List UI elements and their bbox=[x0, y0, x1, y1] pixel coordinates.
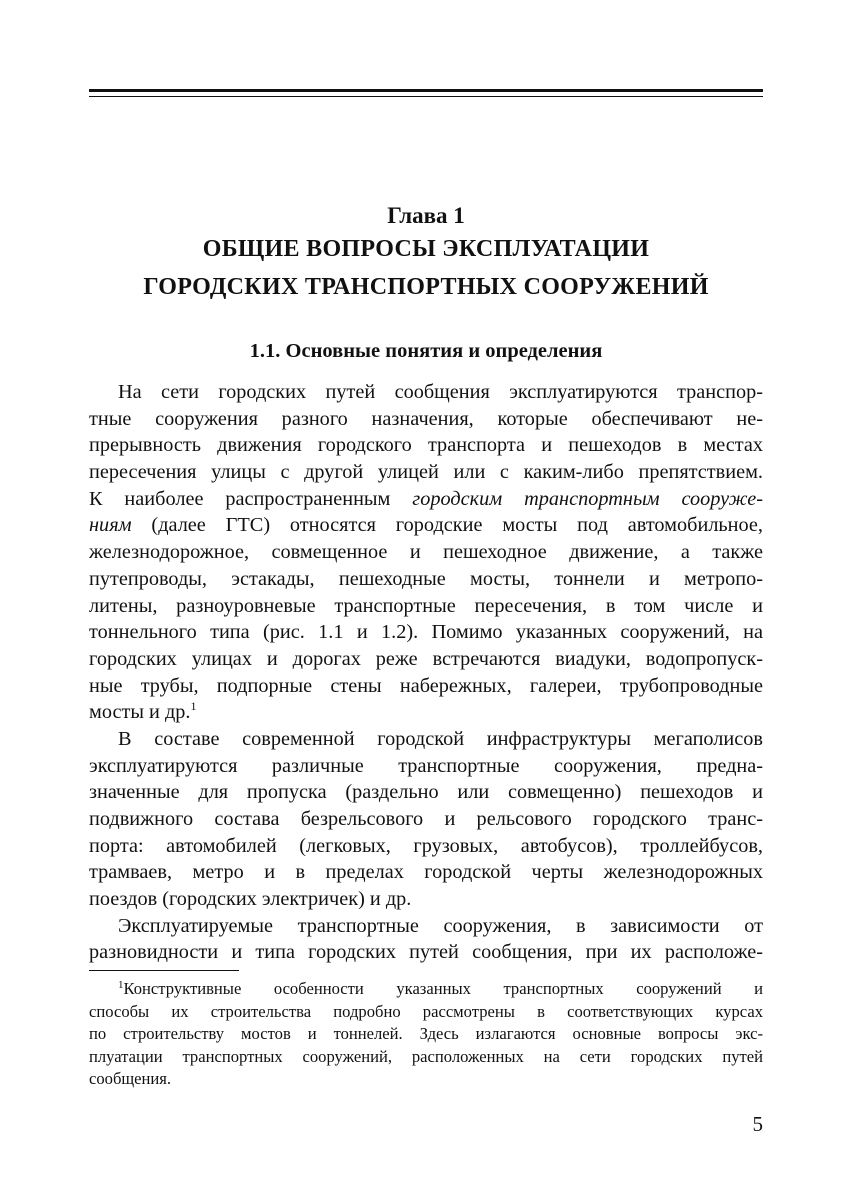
text-line: В составе современной городской инфраструктуры мегаполисов bbox=[118, 727, 763, 750]
chapter-number: Глава 1 bbox=[387, 203, 465, 228]
header-rule-thick bbox=[89, 89, 763, 92]
text-line: пересечения улицы с другой улицей или с каким-либо препятствием. bbox=[89, 461, 763, 484]
text-line: подвижного состава безрельсового и рельсового городского транс- bbox=[89, 808, 763, 830]
footnote-line bbox=[89, 978, 763, 1001]
text-line: На сети городских путей сообщения эксплуатируются транспор- bbox=[118, 381, 763, 403]
text-line: порта: автомобилей (легковых, грузовых, автобусов), троллейбусов, bbox=[89, 834, 763, 857]
text-line: ные трубы, подпорные стены набережных, галереи, трубопроводные bbox=[89, 674, 763, 697]
text-run: (далее ГТС) относятся городские мосты под автомобильное, bbox=[131, 514, 763, 537]
chapter-title-line-1: ОБЩИЕ ВОПРОСЫ ЭКСПЛУАТАЦИИ bbox=[202, 236, 650, 262]
text-line bbox=[89, 486, 763, 513]
text-run: Конструктивные особенности указанных транспортных сооружений и bbox=[123, 979, 763, 998]
paragraph-1 bbox=[89, 379, 763, 726]
text-line: эксплуатируются различные транспортные сооружения, предна- bbox=[89, 754, 763, 777]
footnote-line: способы их строительства подробно рассмотрены в соответствующих курсах bbox=[89, 1001, 763, 1021]
footnote-line: сообщения. bbox=[89, 1069, 172, 1088]
text-run: К наиболее распространенным bbox=[89, 487, 413, 510]
italic-term: городским транспортным сооруже- bbox=[412, 487, 764, 510]
text-line: тоннельного типа (рис. 1.1 и 1.2). Помимо указанных сооружений, на bbox=[89, 621, 763, 644]
paragraph-3 bbox=[89, 913, 763, 966]
page-number: 5 bbox=[752, 1112, 763, 1136]
footnote bbox=[89, 978, 763, 1091]
text-line: разновидности и типа городских путей сообщения, при их расположе- bbox=[89, 941, 763, 964]
paragraph-2 bbox=[89, 726, 763, 913]
text-line: путепроводы, эстакады, пешеходные мосты, тоннели и метропо- bbox=[89, 567, 763, 590]
header-rule-thin bbox=[89, 96, 763, 97]
footnote-mark: 1 bbox=[118, 979, 124, 991]
text-line: значенные для пропуска (раздельно или совмещенно) пешеходов и bbox=[89, 781, 763, 804]
text-line: трамваев, метро и в пределах городской черты железнодорожных bbox=[89, 861, 763, 884]
section-heading: 1.1. Основные понятия и определения bbox=[249, 340, 603, 362]
footnote-separator bbox=[89, 970, 239, 971]
text-line bbox=[89, 512, 763, 539]
chapter-title-line-2: ГОРОДСКИХ ТРАНСПОРТНЫХ СООРУЖЕНИЙ bbox=[143, 274, 709, 300]
text-line: прерывность движения городского транспорта и пешеходов в местах bbox=[89, 434, 763, 457]
text-run: мосты и др. bbox=[89, 701, 191, 724]
italic-term: ниям bbox=[89, 514, 132, 537]
text-line: городских улицах и дорогах реже встречаются виадуки, водопропуск- bbox=[89, 647, 763, 670]
text-line: Эксплуатируемые транспортные сооружения, в зависимости от bbox=[118, 914, 763, 937]
text-line bbox=[89, 699, 763, 726]
text-line: поездов (городских электричек) и др. bbox=[89, 888, 412, 911]
body-text bbox=[89, 379, 763, 966]
text-line: литены, разноуровневые транспортные пересечения, в том числе и bbox=[89, 594, 763, 617]
footnote-reference[interactable]: 1 bbox=[190, 699, 197, 714]
text-line: железнодорожное, совмещенное и пешеходное движение, а также bbox=[89, 541, 763, 564]
text-line: тные сооружения разного назначения, которые обеспечивают не- bbox=[89, 407, 763, 430]
footnote-line: плуатации транспортных сооружений, расположенных на сети городских путей bbox=[89, 1046, 763, 1066]
footnote-line: по строительству мостов и тоннелей. Здесь излагаются основные вопросы экс- bbox=[89, 1024, 763, 1043]
